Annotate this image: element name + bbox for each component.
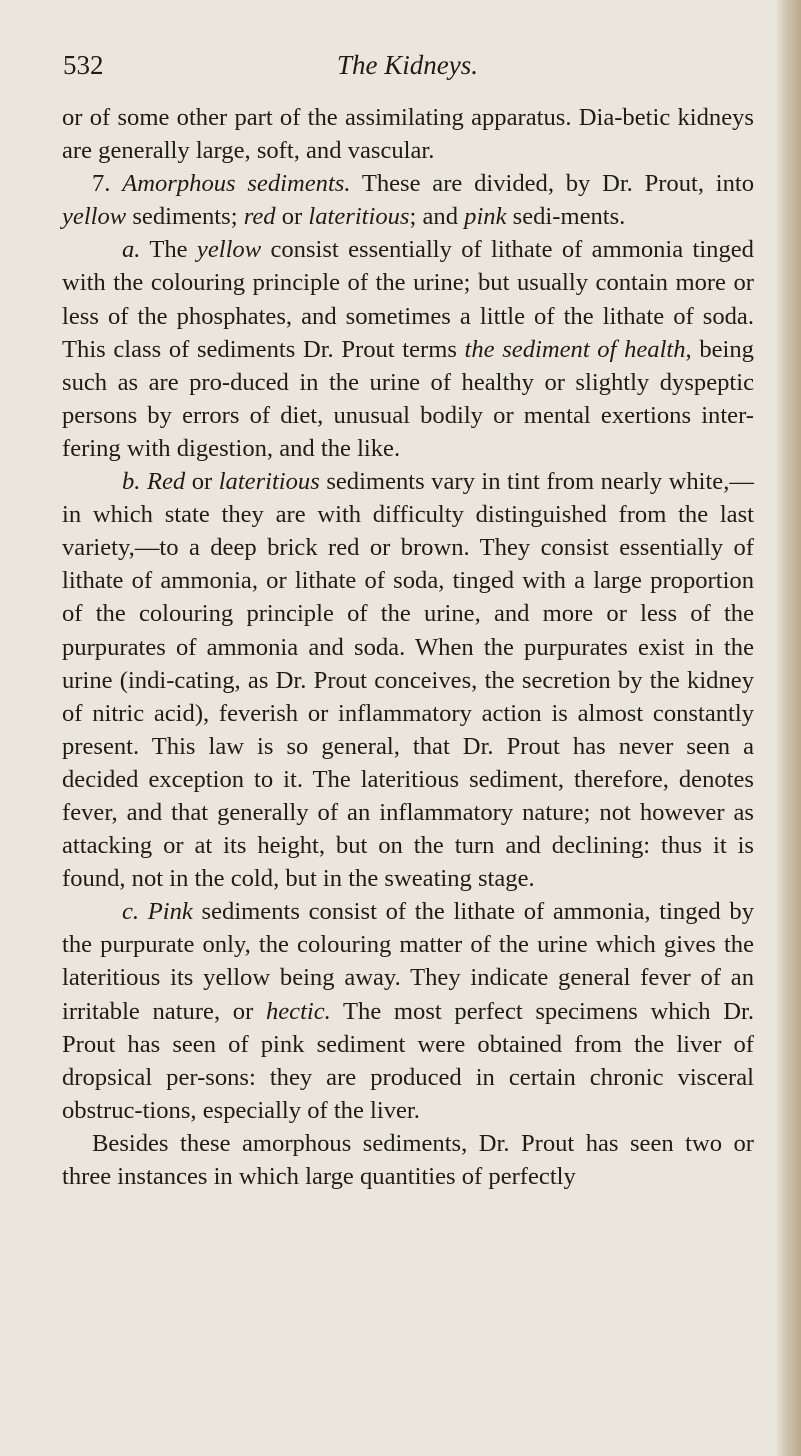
italic-run: yellow: [196, 236, 262, 264]
text-run: Besides these amorphous sediments, Dr. Prout has seen two or three instances in which large quantities of perfectly: [62, 1129, 754, 1190]
italic-run: b. Red: [122, 468, 186, 496]
italic-run: red: [243, 203, 276, 231]
text-run: 7.: [92, 170, 123, 198]
page-number: 532: [63, 50, 104, 80]
body-text: [62, 101, 754, 1193]
text-run: consist essentially of lithate of ammonia tinged with the colouring principle of the urine; but usually contain more or less of the phosphates, and sometimes a little of the lithate of soda. This class of sediments Dr. Prout terms: [62, 236, 754, 363]
text-run: ; and: [409, 203, 465, 231]
italic-run: hectic.: [265, 997, 331, 1025]
italic-run: lateritious: [218, 468, 320, 496]
italic-run: Amorphous sediments.: [122, 170, 351, 198]
running-header: [63, 50, 753, 90]
italic-run: lateritious: [308, 203, 410, 231]
text-run: sedi-ments.: [506, 203, 626, 231]
text-run: The: [140, 236, 197, 264]
running-title: The Kidneys.: [337, 50, 478, 80]
paragraph: [62, 895, 754, 1127]
paragraph: [62, 465, 754, 895]
italic-run: a.: [122, 236, 141, 264]
text-run: or: [185, 468, 219, 496]
paragraph: [62, 1127, 754, 1193]
italic-run: yellow: [62, 203, 127, 231]
text-run: or of some other part of the assimilating apparatus. Dia-betic kidneys are generally large, soft, and vascular.: [62, 104, 754, 165]
italic-run: the sediment of health: [464, 335, 686, 363]
text-run: sediments consist of the lithate of ammonia, tinged by the purpurate only, the colouring matter of the urine which gives the lateritious its yellow being away. They indicate general fever of an irritable nature, or: [62, 898, 754, 1025]
paragraph: [62, 233, 754, 465]
page-edge: [775, 0, 801, 1456]
text-run: , being such as are pro-duced in the urine of healthy or slightly dyspeptic persons by errors of diet, unusual bodily or mental exertions inter-fering with digestion, and the like.: [62, 335, 754, 462]
paragraph: [62, 101, 754, 167]
text-run: sediments;: [126, 203, 244, 231]
text-run: The most perfect specimens which Dr. Prout has seen of pink sediment were obtained from the liver of dropsical per-sons: they are produced in certain chronic visceral obstruc-tions, especially of the liver.: [62, 997, 754, 1124]
text-run: sediments vary in tint from nearly white,—in which state they are with difficulty distinguished from the last variety,—to a deep brick red or brown. They consist essentially of lithate of ammonia, or lithate of soda, tinged with a large proportion of the colouring principle of the urine, and more or less of the purpurates of ammonia and soda. When the purpurates exist in the urine (indi-cating, as Dr. Prout conceives, the secretion by the kidney of nitric acid), feverish or inflammatory action is almost constantly present. This law is so general, that Dr. Prout has never seen a decided exception to it. The lateritious sediment, therefore, denotes fever, and that generally of an inflammatory nature; not however as attacking or at its height, but on the turn and declining: thus it is found, not in the cold, but in the sweating stage.: [62, 468, 754, 893]
paragraph: [62, 167, 754, 233]
italic-run: pink: [464, 203, 507, 231]
italic-run: c. Pink: [122, 898, 193, 926]
text-run: These are divided, by Dr. Prout, into: [350, 170, 755, 198]
text-run: or: [275, 203, 309, 231]
